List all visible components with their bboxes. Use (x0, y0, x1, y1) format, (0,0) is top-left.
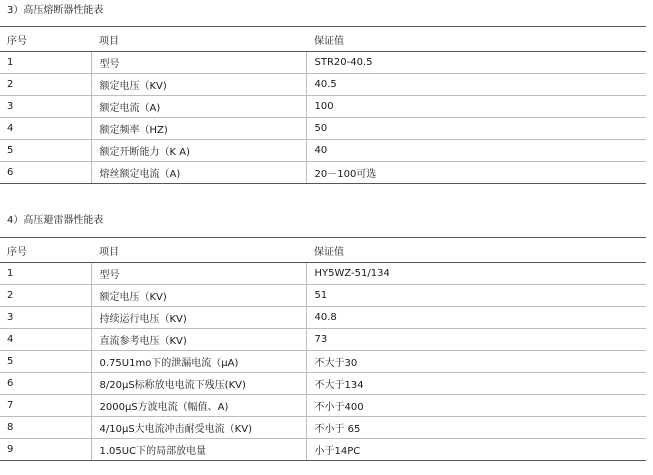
header-item: 项目 (91, 238, 306, 263)
table-row (0, 285, 646, 307)
row-no: 5 (0, 351, 91, 373)
row-item: 0.75U1mo下的泄漏电流（μA) (91, 351, 306, 373)
row-no: 3 (0, 307, 91, 329)
table-row (0, 52, 646, 74)
arrester-section-title: 4）高压避雷器性能表 (7, 215, 104, 226)
row-item: 熔丝额定电流（A) (91, 162, 306, 184)
table-row (0, 329, 646, 351)
row-value: 73 (306, 329, 646, 351)
row-no: 2 (0, 285, 91, 307)
row-value: 不小于 65 (306, 417, 646, 439)
row-item: 8/20μS标称放电电流下残压(KV) (91, 373, 306, 395)
fuse-performance-table (0, 26, 646, 184)
row-value: 不大于134 (306, 373, 646, 395)
row-item: 额定电压（KV) (91, 74, 306, 96)
row-no: 8 (0, 417, 91, 439)
row-no: 5 (0, 140, 91, 162)
row-value: 100 (306, 96, 646, 118)
row-value: 51 (306, 285, 646, 307)
row-item: 型号 (91, 263, 306, 285)
table-row (0, 162, 646, 184)
row-item: 持续运行电压（KV) (91, 307, 306, 329)
table-row (0, 439, 646, 461)
row-value: 40.8 (306, 307, 646, 329)
row-value: HY5WZ-51/134 (306, 263, 646, 285)
header-no: 序号 (0, 27, 91, 52)
table-header-row (0, 27, 646, 52)
row-value: 50 (306, 118, 646, 140)
row-item: 型号 (91, 52, 306, 74)
row-value: 40.5 (306, 74, 646, 96)
table-row (0, 263, 646, 285)
header-value: 保证值 (306, 238, 646, 263)
row-value: STR20-40.5 (306, 52, 646, 74)
row-no: 4 (0, 118, 91, 140)
row-item: 1.05UC下的局部放电量 (91, 439, 306, 461)
table-row (0, 395, 646, 417)
table-row (0, 417, 646, 439)
table-row (0, 96, 646, 118)
row-item: 直流参考电压（KV) (91, 329, 306, 351)
row-item: 额定开断能力（K A) (91, 140, 306, 162)
fuse-section-title: 3）高压熔断器性能表 (7, 5, 104, 16)
row-no: 6 (0, 373, 91, 395)
table-header-row (0, 238, 646, 263)
arrester-performance-table (0, 237, 646, 461)
row-no: 7 (0, 395, 91, 417)
row-no: 2 (0, 74, 91, 96)
row-item: 额定电压（KV) (91, 285, 306, 307)
table-row (0, 140, 646, 162)
row-value: 不大于30 (306, 351, 646, 373)
row-no: 9 (0, 439, 91, 461)
row-no: 1 (0, 52, 91, 74)
table-row (0, 351, 646, 373)
row-item: 额定频率（HZ) (91, 118, 306, 140)
table-row (0, 307, 646, 329)
row-no: 3 (0, 96, 91, 118)
table-row (0, 118, 646, 140)
row-no: 1 (0, 263, 91, 285)
header-item: 项目 (91, 27, 306, 52)
table-row (0, 373, 646, 395)
row-value: 20－100可选 (306, 162, 646, 184)
row-value: 40 (306, 140, 646, 162)
row-value: 不小于400 (306, 395, 646, 417)
row-item: 2000μS方波电流（幅值、A) (91, 395, 306, 417)
row-no: 6 (0, 162, 91, 184)
row-no: 4 (0, 329, 91, 351)
table-row (0, 74, 646, 96)
header-value: 保证值 (306, 27, 646, 52)
row-item: 4/10μS大电流冲击耐受电流（KV) (91, 417, 306, 439)
row-value: 小于14PC (306, 439, 646, 461)
header-no: 序号 (0, 238, 91, 263)
row-item: 额定电流（A) (91, 96, 306, 118)
